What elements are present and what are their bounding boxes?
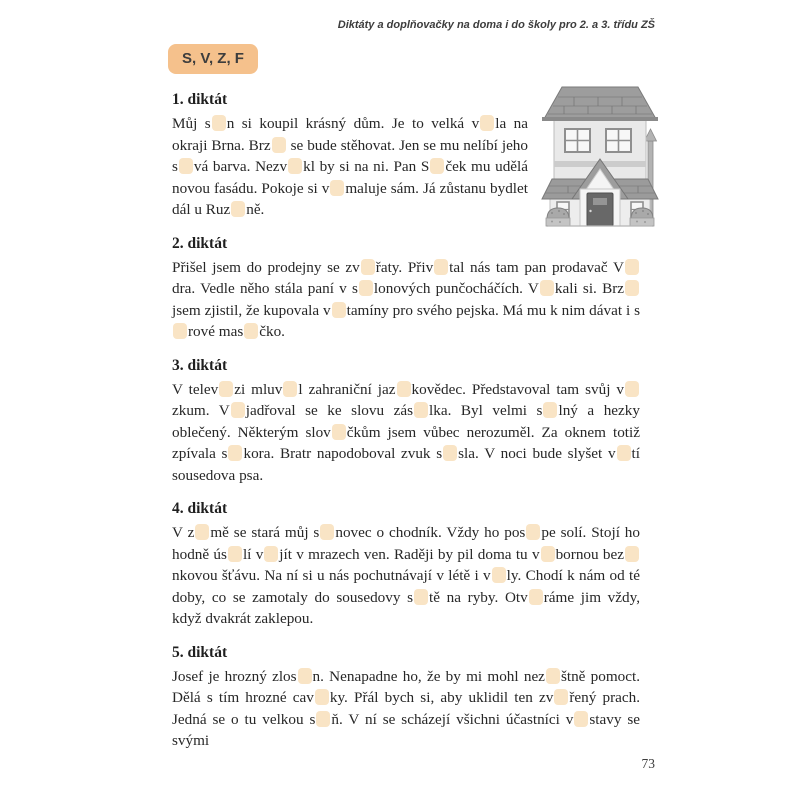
- section-text: Můj s n si koupil krásný dům. Je to velká v la na okraji Brna. Brz se bude stěhovat. Jen se mu nelíbí jeho s vá barva. Nezv kl by si na ni. Pan S ček mu udělá novou fasádu. Pokoje si v maluje sám. Já zůstanu bydlet dál u Ruz ně.: [172, 115, 528, 218]
- fill-in-blank[interactable]: [492, 567, 506, 583]
- section-title: 1. diktát: [172, 91, 228, 108]
- fill-in-blank[interactable]: [228, 445, 242, 461]
- fill-in-blank[interactable]: [272, 137, 286, 153]
- dictation-section: [172, 643, 640, 752]
- fill-in-blank[interactable]: [414, 402, 428, 418]
- fill-in-blank[interactable]: [195, 524, 209, 540]
- section-title: 5. diktát: [172, 643, 228, 661]
- fill-in-blank[interactable]: [231, 201, 245, 217]
- fill-in-blank[interactable]: [231, 402, 245, 418]
- section-text: V telev zi mluv l zahraniční jaz kovědec. Představoval tam svůj vzkum. V jadřoval se ke slovu zás lka. Byl velmi s lný a hezky oblečený. Některým slov čkům jsem vůbec nerozuměl. Za oknem totiž zpívala s kora. Bratr napodoboval zvuk s sla. V noci bude slyšet v tí sousedova psa.: [172, 380, 640, 484]
- fill-in-blank[interactable]: [546, 668, 560, 684]
- fill-in-blank[interactable]: [397, 381, 411, 397]
- topic-badge: S, V, Z, F: [168, 44, 258, 74]
- fill-in-blank[interactable]: [430, 158, 444, 174]
- fill-in-blank[interactable]: [443, 445, 457, 461]
- running-header: Diktáty a doplňovačky na doma i do školy pro 2. a 3. třídu ZŠ: [337, 19, 655, 31]
- fill-in-blank[interactable]: [414, 589, 428, 605]
- fill-in-blank[interactable]: [244, 323, 258, 339]
- fill-in-blank[interactable]: [480, 115, 494, 131]
- dictation-section: [172, 499, 640, 630]
- section-text: V z mě se stará můj s novec o chodník. Vždy ho pos pe solí. Stojí ho hodně ús lí v jít v mrazech ven. Raději by pil doma tu v bornou beznkovou šťávu. Na ní si u nás pochutnávají v létě i v ly. Chodí k nám od té doby, co se zamotaly do sousedovy s tě na ryby. Otv ráme jim vždy, když dvakrát zaklepou.: [172, 524, 641, 627]
- fill-in-blank[interactable]: [173, 323, 187, 339]
- fill-in-blank[interactable]: [617, 445, 631, 461]
- fill-in-blank[interactable]: [219, 381, 233, 397]
- fill-in-blank[interactable]: [179, 158, 193, 174]
- fill-in-blank[interactable]: [288, 158, 302, 174]
- fill-in-blank[interactable]: [228, 546, 242, 562]
- fill-in-blank[interactable]: [434, 259, 448, 275]
- section-text: Přišel jsem do prodejny se zv řaty. Přiv tal nás tam pan prodavač Vdra. Vedle něho stála paní v s lonových punčocháčích. V kali si. Brz jsem zjistil, že kupovala v tamíny pro svého pejska. Má mu k nim dávat i srové mas čko.: [172, 258, 640, 340]
- house-illustration-icon: [538, 85, 664, 229]
- fill-in-blank[interactable]: [264, 546, 278, 562]
- fill-in-blank[interactable]: [320, 524, 334, 540]
- fill-in-blank[interactable]: [283, 381, 297, 397]
- content-column: [172, 90, 640, 765]
- section-title: 3. diktát: [172, 356, 228, 374]
- fill-in-blank[interactable]: [359, 280, 373, 296]
- fill-in-blank[interactable]: [212, 115, 226, 131]
- fill-in-blank[interactable]: [625, 259, 639, 275]
- fill-in-blank[interactable]: [574, 711, 588, 727]
- fill-in-blank[interactable]: [529, 589, 543, 605]
- fill-in-blank[interactable]: [332, 302, 346, 318]
- fill-in-blank[interactable]: [526, 524, 540, 540]
- fill-in-blank[interactable]: [541, 546, 555, 562]
- fill-in-blank[interactable]: [625, 381, 639, 397]
- fill-in-blank[interactable]: [625, 280, 639, 296]
- dictation-section: [172, 234, 640, 343]
- fill-in-blank[interactable]: [361, 259, 375, 275]
- section-text: Josef je hrozný zlos n. Nenapadne ho, že by mi mohl nez štně pomoct. Dělá s tím hrozné cav ky. Přál bych si, aby uklidil ten zv řený prach. Jedná se o tu velkou s ň. V ní se scházejí všichni účastníci v stavy se svými: [172, 667, 641, 749]
- page-number: 73: [641, 756, 655, 771]
- fill-in-blank[interactable]: [315, 689, 329, 705]
- section-title: 4. diktát: [172, 500, 228, 517]
- fill-in-blank[interactable]: [298, 668, 312, 684]
- fill-in-blank[interactable]: [625, 546, 639, 562]
- fill-in-blank[interactable]: [554, 689, 568, 705]
- fill-in-blank[interactable]: [540, 280, 554, 296]
- dictation-section: [172, 356, 640, 487]
- fill-in-blank[interactable]: [330, 180, 344, 196]
- section-title: 2. diktát: [172, 234, 228, 252]
- fill-in-blank[interactable]: [543, 402, 557, 418]
- fill-in-blank[interactable]: [332, 424, 346, 440]
- fill-in-blank[interactable]: [316, 711, 330, 727]
